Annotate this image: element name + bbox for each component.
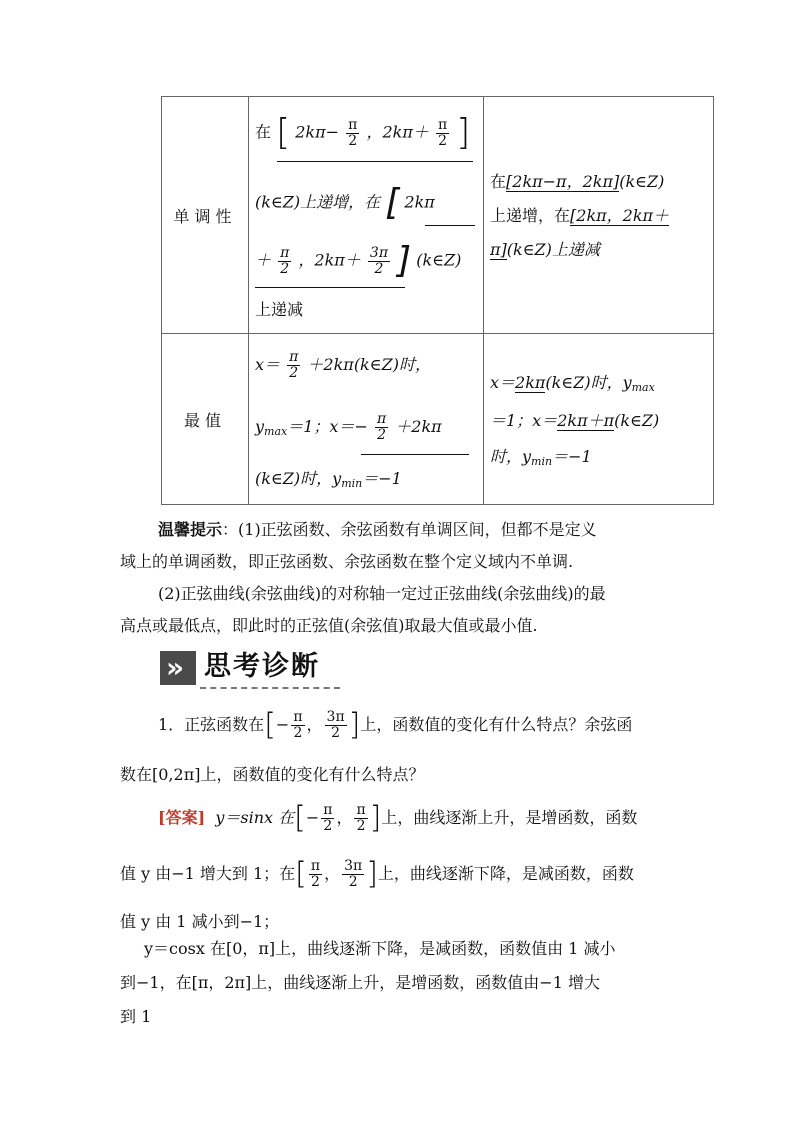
numerator: π [348,116,358,133]
answer-tag: [答案] [158,808,206,827]
underline [425,225,475,226]
section-title: 思考诊断 [204,651,320,682]
question-1 [120,700,680,800]
text: (k∈Z) [416,250,462,270]
underlined-value: 2kπ＋π [557,411,615,430]
denominator: 2 [438,132,447,149]
fraction [342,859,364,890]
denominator: 2 [293,725,303,741]
text: ＝−1 [552,447,592,466]
text: 上递增，在 [490,206,571,225]
text: ＝1；x＝ [490,411,558,430]
text: (k∈Z)上递增，在 [255,192,381,212]
subscript: min [341,477,363,490]
cos-mono-line2 [490,203,669,226]
denominator: 2 [348,132,358,149]
numerator: π [323,802,333,818]
cos-monotonicity-cell [484,97,714,334]
bracket: ] [397,240,412,281]
sin-ext-line2 [255,412,442,443]
fraction [278,246,291,277]
subscript: max [264,425,288,438]
text: x＝ [490,373,516,392]
tips-label: 温馨提示 [158,520,223,539]
text: (k∈Z)时，y [255,469,342,488]
denominator: 2 [289,365,299,381]
text: 域上的单调函数，即正弦函数、余弦函数在整个定义域内不单调. [120,552,574,571]
fraction [287,350,300,381]
bracket: [ [294,800,306,836]
answer-line-1: [答案] y＝sinx 在[− $\frac{\pi}{2}$ ， $\frac{\pi}{2}$ ]上，曲线逐渐上升，是增函数，函数 [158,800,638,836]
bracket: [ [385,182,400,223]
text: 2kπ− [295,122,340,142]
sin-mono-line4: 上递减 [255,300,304,319]
underline [277,161,473,162]
numerator: 3π [369,244,389,261]
denominator: 2 [323,818,333,834]
tips-paragraph-2 [120,578,680,642]
fraction [309,859,322,890]
cos-ext-line1 [490,370,655,394]
cos-ext-line2 [490,408,659,431]
denominator: 2 [348,874,358,890]
underlined-value: 2kπ [515,373,546,392]
fraction [346,118,359,149]
text: ＋2kπ(k∈Z)时， [307,355,431,374]
text: 2kπ [404,192,435,212]
numerator: π [280,244,290,261]
text: (2)正弦曲线(余弦曲线)的对称轴一定过正弦曲线(余弦曲线)的最 [158,584,606,603]
text: ＋2kπ [395,417,442,436]
question-line-1: 1．正弦函数在[− $\frac{\pi}{2}$ ， $\frac{3\pi}{2}$ ]上，函数值的变化有什么特点？余弦函 [158,707,633,743]
answer-line-4: y＝cosx 在[0，π]上，曲线逐渐下降，是减函数，函数值由 1 减小 [144,939,616,958]
text: 上，函数值的变化有什么特点？余弦函 [360,715,633,734]
answer-line-3: 值 y 由 1 减小到−1； [120,912,280,931]
fraction [325,710,347,741]
text: y＝sinx 在 [215,808,295,827]
denominator: 2 [377,427,387,443]
bracket: [ [295,856,307,892]
numerator: π [437,116,448,133]
text: (k∈Z) [619,172,665,191]
sin-ext-line1 [255,350,431,381]
underline [255,287,405,288]
text: y [255,417,265,436]
text: 值 y 由−1 增大到 1；在 [120,864,296,883]
sin-extrema-cell [249,334,484,505]
dashed-underline [200,687,340,689]
text: 1．正弦函数在 [158,715,265,734]
section-header [160,649,344,689]
text: 在 [255,122,272,142]
tips-paragraph-1 [120,514,680,578]
bracket: ] [369,800,382,836]
answer-line-5: 到−1，在[π，2π]上，曲线逐渐上升，是增函数，函数值由−1 增大 [120,973,600,992]
denominator: 2 [356,818,366,834]
properties-table [161,96,714,505]
double-chevron-icon: » [160,651,196,685]
text: 高点或最低点，即此时的正弦值(余弦值)取最大值或最小值. [120,616,538,635]
cos-mono-line1 [490,169,664,192]
subscript: max [631,381,655,394]
cos-ext-line3 [490,444,592,468]
answer-block [120,790,680,942]
fraction [354,803,367,834]
text: 上，曲线逐渐上升，是增函数，函数 [381,808,638,827]
denominator: 2 [374,260,384,277]
row-label-extrema: 最值 [162,334,249,505]
sin-mono-line1 [255,112,471,153]
interval: π] [490,240,507,259]
underline [361,454,469,455]
text: (k∈Z) [614,411,660,430]
text: 时，y [490,447,532,466]
fraction [436,118,449,149]
answer-line-2: 值 y 由−1 增大到 1；在[ $\frac{\pi}{2}$ ， $\frac{3\pi}{2}$ ]上，曲线逐渐下降，是减函数，函数 [120,856,634,892]
bracket: [ [276,112,291,153]
text: ＋ [255,250,272,270]
fraction [291,710,304,741]
interval: [2kπ−π，2kπ] [506,172,620,191]
numerator: 3π [326,709,345,725]
numerator: π [376,411,387,427]
subscript: min [531,455,553,468]
bracket: ] [456,112,471,153]
text: ＝1；x＝− [287,417,368,436]
row-label-monotonicity: 单调性 [162,97,249,334]
question-line-2: 数在[0,2π]上，函数值的变化有什么特点？ [120,765,425,784]
bracket: ] [366,856,378,892]
bracket: [ [264,707,276,743]
sin-ext-line3 [255,466,402,490]
numerator: π [293,709,303,725]
answer-cos-block [120,932,680,1034]
text: x＝ [255,355,281,374]
interval: [2kπ，2kπ＋ [570,206,670,225]
denominator: 2 [280,260,290,277]
fraction [321,803,334,834]
text: ＝−1 [362,469,402,488]
numerator: π [310,858,321,874]
sin-mono-line3 [255,240,462,281]
numerator: π [356,802,366,818]
denominator: 2 [331,725,341,741]
text: (k∈Z)时，y [545,373,632,392]
answer-line-6: 到 1 [120,1007,152,1026]
bracket: ] [348,707,361,743]
text: 上，曲线逐渐下降，是减函数，函数 [377,864,634,883]
numerator: 3π [344,858,363,874]
fraction [375,412,388,443]
numerator: π [289,349,299,365]
text: ，2kπ＋ [298,250,361,270]
text: ，2kπ＋ [366,122,429,142]
text: 在 [490,172,507,191]
table-row-extrema [162,334,714,505]
fraction [368,246,390,277]
text: (k∈Z)上递减 [506,240,600,259]
sin-mono-line2 [255,182,435,223]
table-row-monotonicity [162,97,714,334]
cos-extrema-cell [484,334,714,505]
text: ：(1)正弦函数、余弦函数有单调区间，但都不是定义 [222,520,597,539]
denominator: 2 [311,874,320,890]
sin-monotonicity-cell [249,97,484,334]
cos-mono-line3 [490,237,600,260]
